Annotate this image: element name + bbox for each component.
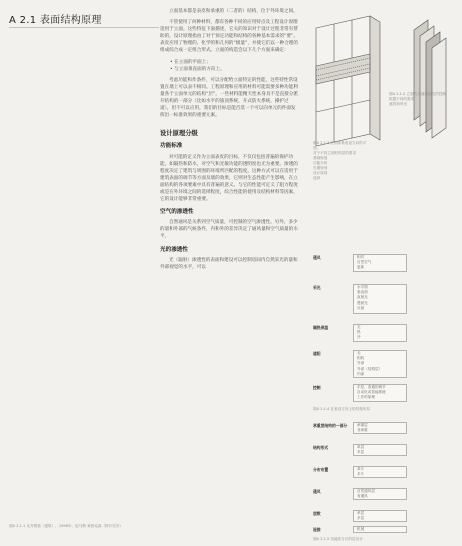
table-row: 遮阳 无 相机 外部 外部（结构层） 内部 bbox=[353, 350, 407, 378]
table-row: 分布布置 单片 多片 bbox=[353, 466, 407, 478]
paragraph-1: 立面基本都是表皮和承重的（二者的）结构，位于外环境之间。 bbox=[169, 9, 298, 14]
paragraph-air: 自然通风是关系到空气质量，可控制的空气渗透性。另外，多少的量和外部的气候条件，内和外的差异决定了通风量和空气质量的水平。 bbox=[160, 220, 298, 240]
chapter-rule bbox=[9, 27, 159, 28]
section-heading: 设计原理分级 bbox=[160, 130, 198, 138]
paragraph-3: 考虑功能和作条件，可以分配给立面特定的性能，这些特性常设置在墙上可以表不相同。工程原理和应用的材料可能需要多种功能利量各于立面单元的结构“层”。一些材料能精天性本身具不是直接分派开结构的一部分（比如水平的旅顶系统，开式防火系统，操护过道），但不可以应用。我们的目标是能否选一个可以向单元的件面发挥出一标准效果的重要元素。 bbox=[160, 77, 298, 119]
layer-stack-diagram bbox=[414, 20, 446, 138]
figure-caption-2: 图A 2.1.2 立面的平面渗透性的控制： 根据不同的需求 遮挡和采光 bbox=[389, 92, 450, 106]
function-table bbox=[312, 254, 452, 404]
table-row: 连接 机械 bbox=[353, 526, 407, 533]
table-row: 结构形式 单层 多层 bbox=[353, 444, 407, 456]
bullet-list bbox=[170, 59, 300, 73]
table-2-caption: 图A 2.1.5 功能性分区的层设计 bbox=[313, 537, 363, 541]
table-row: 层数 单层 多层 bbox=[353, 510, 407, 522]
figure-caption-3: 图A 2.1.3 立面体系垂直方向的平面， 对于不同立面材料层的要求 基础规划 功能分析 长期规划 设计原则 选择 bbox=[313, 141, 367, 180]
bullet-item: • 在立面的平面上； bbox=[170, 59, 300, 66]
left-figure-caption: 图A 2.1.1 从外观看（建筑），1998年，伦马斯·莱茵克森（阿尔托市） bbox=[9, 524, 124, 528]
table-row: 控制 手控，普通的调节 自动化或智能系统 工作的原理 bbox=[353, 384, 407, 402]
table-row: 通风 相对 自然空气 更新 bbox=[353, 254, 407, 272]
facade-panel-diagram bbox=[316, 16, 380, 146]
table-row: 通风 自然通风层 有通风 bbox=[353, 488, 407, 500]
chapter-header bbox=[9, 11, 102, 26]
table-row: 采光 水平面 垂直面 直射光 漫射光 反射 bbox=[353, 284, 407, 314]
chapter-title: A 2.1 表面结构原理 bbox=[9, 15, 102, 26]
paragraph-2: 不管使用了何种材料，都有各种不同的应用特点及工程设计原理适用于立面。这些特征下面描述，它关的知识对于设计过程非常有帮助的，设计原理指由了对于预定功能和结构的各种基本需求的“要”。表皮应用了物理的、化学的和几何的“级量”，并使它们以一种合理的组成综合成一定组合形式。立面的构造会以下几个方面来确定： bbox=[160, 20, 298, 54]
subheading-air: 空气的渗透性 bbox=[160, 209, 194, 216]
bullet-item: • 与立面垂直面的方向上。 bbox=[170, 66, 300, 73]
paragraph-light: 光（辐射）渗透性的表面和建设可以控制房间内自然采光的量和外部视觉的水平，可以 bbox=[160, 257, 298, 270]
table-row: 隔热保温 无 热 冷 bbox=[353, 324, 407, 342]
main-text-column bbox=[160, 8, 300, 275]
table-1-caption: 图A 2.1.4 在垂直方向上的结构布局 bbox=[313, 407, 371, 411]
paragraph-functional: 对可能的定义作为立面表皮的目标，不仅仅包括普遍的保护功能，如隔热和防水，对空气和光敏功能的透明度也尤为重要。渗透的程度决定了建筑与周围的环境所匹配的程度。这种方式可以在适用于建筑表面的调节等方面及墙的效果，它则对生态性能产生影响，在立面结构的各项要素中具有普遍的意义。与它的性能可定义了阻力程度或是在外环境之间的选择程度，综合性能的使用及结构材料等因素，它的设计能够非常重要。 bbox=[160, 154, 298, 203]
subheading-functional: 功能标准 bbox=[160, 143, 183, 150]
layer-table bbox=[312, 422, 452, 534]
subheading-light: 光的渗透性 bbox=[160, 246, 188, 253]
table-row: 承重层结构的一部分 承重层 非承重 bbox=[353, 422, 407, 434]
